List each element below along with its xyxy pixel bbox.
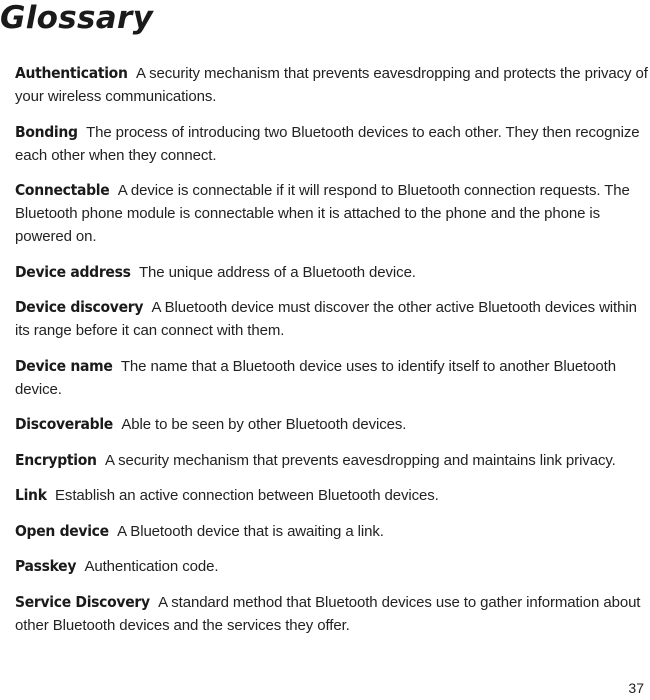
glossary-definition: A security mechanism that prevents eavesdropping and protects the privacy of your wireless communications. xyxy=(15,65,648,105)
glossary-term: Bonding xyxy=(15,122,78,141)
glossary-term: Device name xyxy=(15,356,113,375)
glossary-definition: A Bluetooth device must discover the other active Bluetooth devices within its range before it can connect with them. xyxy=(15,299,637,339)
glossary-definition: Authentication code. xyxy=(84,558,219,575)
page-number: 37 xyxy=(628,680,644,696)
glossary-definition: Establish an active connection between Bluetooth devices. xyxy=(55,487,439,504)
glossary-term: Open device xyxy=(15,521,109,540)
glossary-list xyxy=(15,62,649,649)
glossary-definition: A security mechanism that prevents eavesdropping and maintains link privacy. xyxy=(104,451,616,469)
glossary-entry xyxy=(15,121,649,167)
glossary-entry xyxy=(15,413,649,436)
glossary-definition: A Bluetooth device that is awaiting a link. xyxy=(117,522,384,540)
glossary-entry xyxy=(15,179,649,248)
glossary-term: Passkey xyxy=(15,557,77,575)
glossary-definition: The name that a Bluetooth device uses to identify itself to another Bluetooth device. xyxy=(15,357,616,398)
glossary-definition: A device is connectable if it will respond to Bluetooth connection requests. The Bluetooth phone module is connectable when it is attached to the phone and the phone is powered on. xyxy=(15,182,630,245)
glossary-definition: Able to be seen by other Bluetooth devices. xyxy=(121,416,407,433)
glossary-term: Link xyxy=(15,486,47,504)
glossary-entry xyxy=(15,520,649,543)
glossary-term: Authentication xyxy=(15,64,128,82)
glossary-entry xyxy=(15,449,649,472)
glossary-definition: The unique address of a Bluetooth device. xyxy=(138,263,416,281)
glossary-entry xyxy=(15,555,649,578)
glossary-entry xyxy=(15,355,649,401)
glossary-entry xyxy=(15,261,649,284)
glossary-entry xyxy=(15,62,649,108)
glossary-term: Discoverable xyxy=(15,415,113,433)
glossary-term: Service Discovery xyxy=(15,592,150,611)
glossary-definition: The process of introducing two Bluetooth devices to each other. They then recognize each other when they connect. xyxy=(15,123,640,164)
glossary-entry xyxy=(15,484,649,507)
glossary-term: Connectable xyxy=(15,181,110,199)
glossary-entry xyxy=(15,296,649,342)
glossary-entry xyxy=(15,591,649,637)
glossary-term: Device address xyxy=(15,262,131,281)
page-title: Glossary xyxy=(0,0,154,36)
glossary-term: Device discovery xyxy=(15,298,144,316)
glossary-term: Encryption xyxy=(15,450,97,469)
glossary-definition: A standard method that Bluetooth devices use to gather information about other Bluetooth devices and the services they offer. xyxy=(15,593,641,634)
